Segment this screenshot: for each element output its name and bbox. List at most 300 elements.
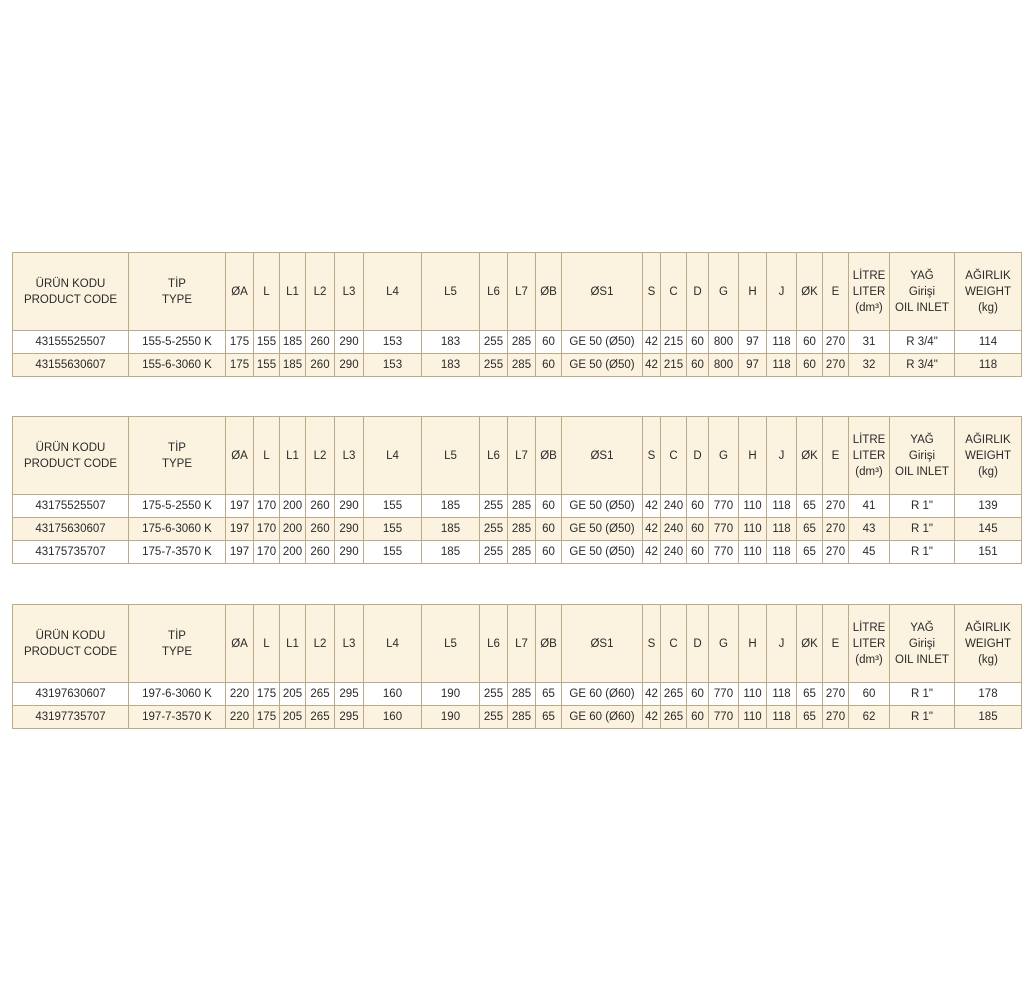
- header-label: ØA: [231, 637, 248, 650]
- cell-code: 43175735707: [13, 541, 129, 564]
- header-label: L1: [286, 449, 299, 462]
- cell-k: 60: [797, 354, 823, 377]
- spec-table-155: [12, 252, 1022, 377]
- cell-l3: 295: [335, 706, 364, 729]
- header-label: (dm³): [855, 465, 883, 478]
- cell-litre: 43: [849, 518, 890, 541]
- cell-h: 110: [739, 541, 767, 564]
- header-label: L6: [487, 285, 500, 298]
- header-cell-k: [797, 253, 823, 331]
- header-label: L7: [515, 285, 528, 298]
- cell-k: 60: [797, 331, 823, 354]
- cell-e: 270: [823, 331, 849, 354]
- table-row: [13, 331, 1022, 354]
- header-cell-l3: [335, 253, 364, 331]
- cell-weight: 185: [955, 706, 1022, 729]
- header-label: TYPE: [161, 645, 193, 658]
- cell-h: 110: [739, 683, 767, 706]
- cell-l5: 183: [422, 331, 480, 354]
- header-cell-e: [823, 605, 849, 683]
- table-row: [13, 706, 1022, 729]
- cell-l7: 285: [508, 495, 536, 518]
- header-cell-weight: [955, 253, 1022, 331]
- header-cell-l4: [364, 605, 422, 683]
- cell-b: 60: [536, 518, 562, 541]
- header-label: C: [669, 449, 678, 462]
- cell-l1: 200: [280, 518, 306, 541]
- header-cell-b: [536, 253, 562, 331]
- cell-l1: 200: [280, 495, 306, 518]
- header-cell-b: [536, 417, 562, 495]
- cell-l: 170: [254, 495, 280, 518]
- cell-d: 60: [687, 354, 709, 377]
- cell-h: 110: [739, 495, 767, 518]
- header-cell-s1: [562, 605, 643, 683]
- header-label: S: [647, 637, 656, 650]
- cell-l5: 185: [422, 495, 480, 518]
- cell-type: 197-6-3060 K: [129, 683, 226, 706]
- header-cell-l: [254, 417, 280, 495]
- header-cell-code: [13, 253, 129, 331]
- header-label: ÜRÜN KODU: [35, 629, 106, 642]
- cell-e: 270: [823, 683, 849, 706]
- header-label: J: [778, 637, 785, 650]
- header-label: S: [647, 449, 656, 462]
- header-label: Girişi: [908, 637, 936, 650]
- cell-b: 60: [536, 541, 562, 564]
- header-cell-e: [823, 417, 849, 495]
- header-label: LITER: [852, 449, 886, 462]
- cell-l1: 205: [280, 683, 306, 706]
- cell-l6: 255: [480, 495, 508, 518]
- header-cell-l6: [480, 417, 508, 495]
- header-cell-l1: [280, 417, 306, 495]
- cell-l: 175: [254, 683, 280, 706]
- header-label: LİTRE: [852, 433, 886, 446]
- header-cell-l7: [508, 253, 536, 331]
- cell-d: 60: [687, 331, 709, 354]
- cell-oil: R 3/4": [890, 354, 955, 377]
- cell-l: 170: [254, 541, 280, 564]
- cell-b: 60: [536, 495, 562, 518]
- cell-a: 197: [226, 495, 254, 518]
- cell-l4: 160: [364, 706, 422, 729]
- header-cell-h: [739, 605, 767, 683]
- cell-h: 97: [739, 331, 767, 354]
- cell-s1: GE 50 (Ø50): [562, 518, 643, 541]
- header-cell-k: [797, 605, 823, 683]
- header-label: WEIGHT: [965, 449, 1011, 462]
- cell-oil: R 1": [890, 541, 955, 564]
- header-label: D: [693, 449, 702, 462]
- header-label: YAĞ: [910, 621, 934, 634]
- header-cell-l6: [480, 253, 508, 331]
- header-cell-g: [709, 605, 739, 683]
- header-cell-l6: [480, 605, 508, 683]
- header-cell-a: [226, 605, 254, 683]
- header-label: H: [748, 449, 757, 462]
- cell-s1: GE 50 (Ø50): [562, 495, 643, 518]
- cell-oil: R 1": [890, 495, 955, 518]
- cell-s: 42: [643, 495, 661, 518]
- cell-g: 800: [709, 331, 739, 354]
- header-label: PRODUCT CODE: [23, 457, 118, 470]
- header-cell-j: [767, 253, 797, 331]
- cell-s: 42: [643, 706, 661, 729]
- table-row: [13, 495, 1022, 518]
- header-cell-j: [767, 605, 797, 683]
- cell-c: 215: [661, 331, 687, 354]
- header-label: E: [831, 449, 840, 462]
- header-label: L5: [444, 285, 457, 298]
- header-label: YAĞ: [910, 433, 934, 446]
- header-cell-l3: [335, 417, 364, 495]
- cell-c: 265: [661, 683, 687, 706]
- header-cell-a: [226, 417, 254, 495]
- header-label: (dm³): [855, 301, 883, 314]
- cell-j: 118: [767, 518, 797, 541]
- header-cell-litre: [849, 417, 890, 495]
- cell-g: 770: [709, 541, 739, 564]
- header-label: L7: [515, 449, 528, 462]
- cell-j: 118: [767, 354, 797, 377]
- header-cell-b: [536, 605, 562, 683]
- header-label: L: [263, 637, 270, 650]
- header-cell-h: [739, 253, 767, 331]
- header-cell-l1: [280, 253, 306, 331]
- header-label: LİTRE: [852, 269, 886, 282]
- header-label: C: [669, 637, 678, 650]
- header-label: AĞIRLIK: [965, 621, 1011, 634]
- header-label: E: [831, 285, 840, 298]
- cell-l1: 205: [280, 706, 306, 729]
- header-row: [13, 253, 1022, 331]
- cell-oil: R 1": [890, 683, 955, 706]
- cell-litre: 32: [849, 354, 890, 377]
- cell-l: 175: [254, 706, 280, 729]
- header-cell-code: [13, 605, 129, 683]
- cell-k: 65: [797, 518, 823, 541]
- cell-l4: 155: [364, 518, 422, 541]
- header-label: ØK: [801, 285, 818, 298]
- cell-a: 197: [226, 518, 254, 541]
- cell-d: 60: [687, 518, 709, 541]
- cell-l2: 260: [306, 495, 335, 518]
- header-cell-k: [797, 417, 823, 495]
- header-cell-l4: [364, 253, 422, 331]
- header-label: LİTRE: [852, 621, 886, 634]
- header-cell-type: [129, 253, 226, 331]
- cell-l7: 285: [508, 706, 536, 729]
- cell-litre: 45: [849, 541, 890, 564]
- cell-code: 43197630607: [13, 683, 129, 706]
- cell-l2: 265: [306, 683, 335, 706]
- header-label: PRODUCT CODE: [23, 645, 118, 658]
- cell-k: 65: [797, 495, 823, 518]
- cell-e: 270: [823, 706, 849, 729]
- cell-l: 155: [254, 354, 280, 377]
- cell-k: 65: [797, 683, 823, 706]
- spec-table-197: [12, 604, 1022, 729]
- cell-l2: 260: [306, 331, 335, 354]
- header-label: (kg): [978, 301, 998, 314]
- cell-d: 60: [687, 706, 709, 729]
- header-cell-litre: [849, 605, 890, 683]
- header-label: YAĞ: [910, 269, 934, 282]
- cell-g: 770: [709, 495, 739, 518]
- cell-l4: 153: [364, 331, 422, 354]
- header-label: ØA: [231, 285, 248, 298]
- header-cell-s1: [562, 253, 643, 331]
- header-label: (kg): [978, 653, 998, 666]
- header-label: L3: [342, 449, 356, 462]
- cell-a: 175: [226, 354, 254, 377]
- cell-l7: 285: [508, 354, 536, 377]
- cell-l3: 290: [335, 518, 364, 541]
- cell-s1: GE 50 (Ø50): [562, 331, 643, 354]
- header-label: (dm³): [855, 653, 883, 666]
- header-label: Girişi: [908, 449, 936, 462]
- cell-l6: 255: [480, 683, 508, 706]
- cell-a: 175: [226, 331, 254, 354]
- header-label: AĞIRLIK: [965, 433, 1011, 446]
- header-cell-l2: [306, 253, 335, 331]
- cell-l6: 255: [480, 706, 508, 729]
- header-label: L5: [444, 449, 457, 462]
- cell-code: 43175525507: [13, 495, 129, 518]
- header-label: ØB: [540, 637, 557, 650]
- header-cell-d: [687, 417, 709, 495]
- table-row: [13, 541, 1022, 564]
- header-row: [13, 605, 1022, 683]
- cell-oil: R 1": [890, 518, 955, 541]
- cell-s: 42: [643, 331, 661, 354]
- cell-l2: 260: [306, 354, 335, 377]
- header-cell-j: [767, 417, 797, 495]
- cell-g: 800: [709, 354, 739, 377]
- cell-weight: 114: [955, 331, 1022, 354]
- cell-l3: 290: [335, 354, 364, 377]
- header-label: ÜRÜN KODU: [35, 441, 106, 454]
- header-label: ØS1: [590, 449, 614, 462]
- cell-l5: 185: [422, 518, 480, 541]
- cell-l7: 285: [508, 541, 536, 564]
- header-label: ØA: [231, 449, 248, 462]
- header-label: PRODUCT CODE: [23, 293, 118, 306]
- header-label: L7: [515, 637, 528, 650]
- cell-code: 43155525507: [13, 331, 129, 354]
- cell-e: 270: [823, 518, 849, 541]
- cell-d: 60: [687, 541, 709, 564]
- cell-l3: 290: [335, 541, 364, 564]
- cell-oil: R 3/4": [890, 331, 955, 354]
- cell-c: 240: [661, 518, 687, 541]
- header-label: L3: [342, 285, 356, 298]
- cell-g: 770: [709, 706, 739, 729]
- header-cell-d: [687, 605, 709, 683]
- header-cell-a: [226, 253, 254, 331]
- header-label: TİP: [168, 277, 186, 290]
- cell-l7: 285: [508, 518, 536, 541]
- header-cell-l1: [280, 605, 306, 683]
- header-label: AĞIRLIK: [965, 269, 1011, 282]
- header-label: ØK: [801, 449, 818, 462]
- cell-h: 97: [739, 354, 767, 377]
- header-cell-weight: [955, 605, 1022, 683]
- cell-litre: 62: [849, 706, 890, 729]
- cell-type: 155-5-2550 K: [129, 331, 226, 354]
- cell-weight: 145: [955, 518, 1022, 541]
- header-label: L5: [444, 637, 457, 650]
- header-cell-oil: [890, 253, 955, 331]
- table-row: [13, 354, 1022, 377]
- cell-e: 270: [823, 495, 849, 518]
- cell-l: 170: [254, 518, 280, 541]
- header-label: G: [719, 637, 728, 650]
- header-cell-h: [739, 417, 767, 495]
- header-label: L4: [386, 637, 399, 650]
- cell-l3: 290: [335, 331, 364, 354]
- cell-s: 42: [643, 518, 661, 541]
- header-label: L6: [487, 637, 500, 650]
- cell-l5: 183: [422, 354, 480, 377]
- cell-k: 65: [797, 706, 823, 729]
- header-cell-litre: [849, 253, 890, 331]
- cell-l6: 255: [480, 541, 508, 564]
- cell-s: 42: [643, 683, 661, 706]
- header-cell-s1: [562, 417, 643, 495]
- cell-g: 770: [709, 518, 739, 541]
- header-label: L1: [286, 285, 299, 298]
- cell-b: 65: [536, 706, 562, 729]
- header-cell-e: [823, 253, 849, 331]
- header-label: D: [693, 285, 702, 298]
- header-label: ØB: [540, 285, 557, 298]
- header-label: Girişi: [908, 285, 936, 298]
- cell-s1: GE 50 (Ø50): [562, 541, 643, 564]
- cell-h: 110: [739, 706, 767, 729]
- cell-l5: 190: [422, 706, 480, 729]
- header-label: TİP: [168, 441, 186, 454]
- header-cell-g: [709, 417, 739, 495]
- header-label: L4: [386, 449, 399, 462]
- header-label: ÜRÜN KODU: [35, 277, 106, 290]
- header-label: L1: [286, 637, 299, 650]
- header-label: L: [263, 449, 270, 462]
- header-label: L2: [313, 285, 327, 298]
- cell-a: 197: [226, 541, 254, 564]
- header-label: J: [778, 449, 785, 462]
- header-label: OIL INLET: [895, 653, 949, 666]
- cell-l1: 185: [280, 331, 306, 354]
- header-label: (kg): [978, 465, 998, 478]
- cell-c: 265: [661, 706, 687, 729]
- header-label: L6: [487, 449, 500, 462]
- header-label: H: [748, 637, 757, 650]
- header-label: J: [778, 285, 785, 298]
- cell-type: 175-5-2550 K: [129, 495, 226, 518]
- cell-l2: 260: [306, 518, 335, 541]
- cell-j: 118: [767, 706, 797, 729]
- header-label: TYPE: [161, 457, 193, 470]
- header-cell-d: [687, 253, 709, 331]
- cell-weight: 139: [955, 495, 1022, 518]
- header-label: ØS1: [590, 637, 614, 650]
- header-cell-c: [661, 417, 687, 495]
- header-label: OIL INLET: [895, 301, 949, 314]
- header-label: ØK: [801, 637, 818, 650]
- header-label: TYPE: [161, 293, 193, 306]
- header-cell-s: [643, 253, 661, 331]
- header-cell-l5: [422, 417, 480, 495]
- cell-l4: 155: [364, 495, 422, 518]
- cell-c: 240: [661, 541, 687, 564]
- header-cell-l: [254, 253, 280, 331]
- header-label: E: [831, 637, 840, 650]
- header-label: D: [693, 637, 702, 650]
- cell-litre: 60: [849, 683, 890, 706]
- cell-j: 118: [767, 541, 797, 564]
- header-label: S: [647, 285, 656, 298]
- table-row: [13, 683, 1022, 706]
- table-row: [13, 518, 1022, 541]
- cell-l3: 295: [335, 683, 364, 706]
- header-label: H: [748, 285, 757, 298]
- header-cell-l2: [306, 417, 335, 495]
- cell-l6: 255: [480, 331, 508, 354]
- header-cell-oil: [890, 417, 955, 495]
- cell-d: 60: [687, 495, 709, 518]
- header-label: L4: [386, 285, 399, 298]
- cell-j: 118: [767, 495, 797, 518]
- cell-b: 60: [536, 331, 562, 354]
- cell-type: 175-7-3570 K: [129, 541, 226, 564]
- cell-weight: 178: [955, 683, 1022, 706]
- cell-weight: 118: [955, 354, 1022, 377]
- cell-l7: 285: [508, 683, 536, 706]
- header-cell-type: [129, 605, 226, 683]
- cell-b: 60: [536, 354, 562, 377]
- header-label: LITER: [852, 637, 886, 650]
- header-label: C: [669, 285, 678, 298]
- header-cell-weight: [955, 417, 1022, 495]
- cell-l1: 200: [280, 541, 306, 564]
- cell-j: 118: [767, 683, 797, 706]
- cell-s: 42: [643, 354, 661, 377]
- cell-l6: 255: [480, 518, 508, 541]
- header-cell-l: [254, 605, 280, 683]
- cell-l5: 185: [422, 541, 480, 564]
- header-label: G: [719, 449, 728, 462]
- cell-type: 197-7-3570 K: [129, 706, 226, 729]
- header-cell-oil: [890, 605, 955, 683]
- header-row: [13, 417, 1022, 495]
- header-cell-s: [643, 417, 661, 495]
- header-label: G: [719, 285, 728, 298]
- cell-l5: 190: [422, 683, 480, 706]
- header-label: ØB: [540, 449, 557, 462]
- header-cell-c: [661, 253, 687, 331]
- cell-l3: 290: [335, 495, 364, 518]
- header-cell-g: [709, 253, 739, 331]
- header-cell-code: [13, 417, 129, 495]
- cell-c: 240: [661, 495, 687, 518]
- cell-l2: 260: [306, 541, 335, 564]
- cell-oil: R 1": [890, 706, 955, 729]
- header-label: WEIGHT: [965, 637, 1011, 650]
- header-label: ØS1: [590, 285, 614, 298]
- cell-l2: 265: [306, 706, 335, 729]
